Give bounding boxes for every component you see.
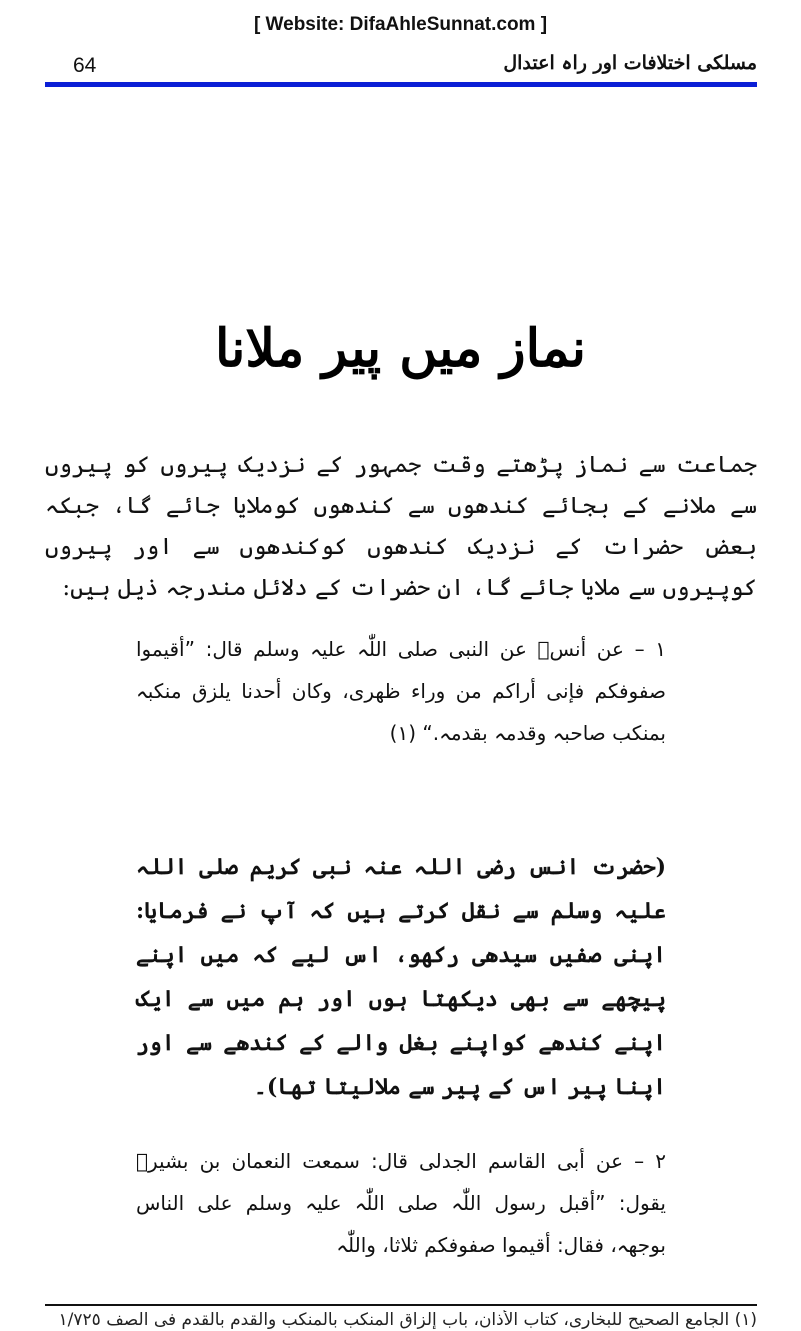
hadith-2-arabic: ٢ – عن أبی القاسم الجدلی قال: سمعت النعمان بن بشیرؓ یقول: ”أقبل رسول اللّٰہ صلی اللّٰہ علیہ وسلم علی الناس بوجھہ، فقال: أقیموا صفوفکم ثلاثا، واللّٰہ xyxy=(136,1149,666,1257)
footnote-rule xyxy=(45,1304,757,1306)
website-banner: [ Website: DifaAhleSunnat.com ] xyxy=(253,14,548,35)
footnote: (١) الجامع الصحیح للبخاری، کتاب الأذان، باب إلزاق المنکب بالمنکب والقدم بالقدم فی الصف ١/٧٢٥ xyxy=(58,1310,757,1330)
running-header xyxy=(45,52,757,82)
hadith-1-urdu-translation: (حضرت انس رضی اللہ عنہ نبی کریم صلی اللہ علیہ وسلم سے نقل کرتے ہیں کہ آپ نے فرمایا: اپنی صفیں سیدھی رکھو، اس لیے کہ میں اپنے پیچھے سے بھی دیکھتا ہوں اور ہم میں سے ایک اپنے کندھے کواپنے بغل والے کے کندھے سے اور اپنا پیر اس کے پیر سے ملالیتا تھا)۔ xyxy=(136,854,666,1100)
header-rule xyxy=(45,82,757,87)
page-number: 64 xyxy=(73,54,97,77)
hadith-1-arabic: ١ – عن أنسؓ عن النبی صلی اللّٰہ علیہ وسلم قال: ”أقیموا صفوفکم فإنی أراکم من وراء ظھری، وکان أحدنا یلزق منکبہ بمنکب صاحبہ وقدمہ بقدمہ.“ (١) xyxy=(136,637,666,745)
intro-paragraph: جماعت سے نماز پڑھتے وقت جمہور کے نزدیک پیروں کو پیروں سے ملانے کے بجائے کندھوں سے کندھوں کوملایا جائے گا، جبکہ بعض حضرات کے نزدیک کندھوں کوکندھوں سے اور پیروں کوپیروں سے ملایا جائے گا، ان حضرات کے دلائل مندرجہ ذیل ہیں: xyxy=(45,452,757,601)
chapter-title: نماز میں پیر ملانا xyxy=(215,318,586,379)
book-title: مسلکی اختلافات اور راہ اعتدال xyxy=(503,52,757,74)
